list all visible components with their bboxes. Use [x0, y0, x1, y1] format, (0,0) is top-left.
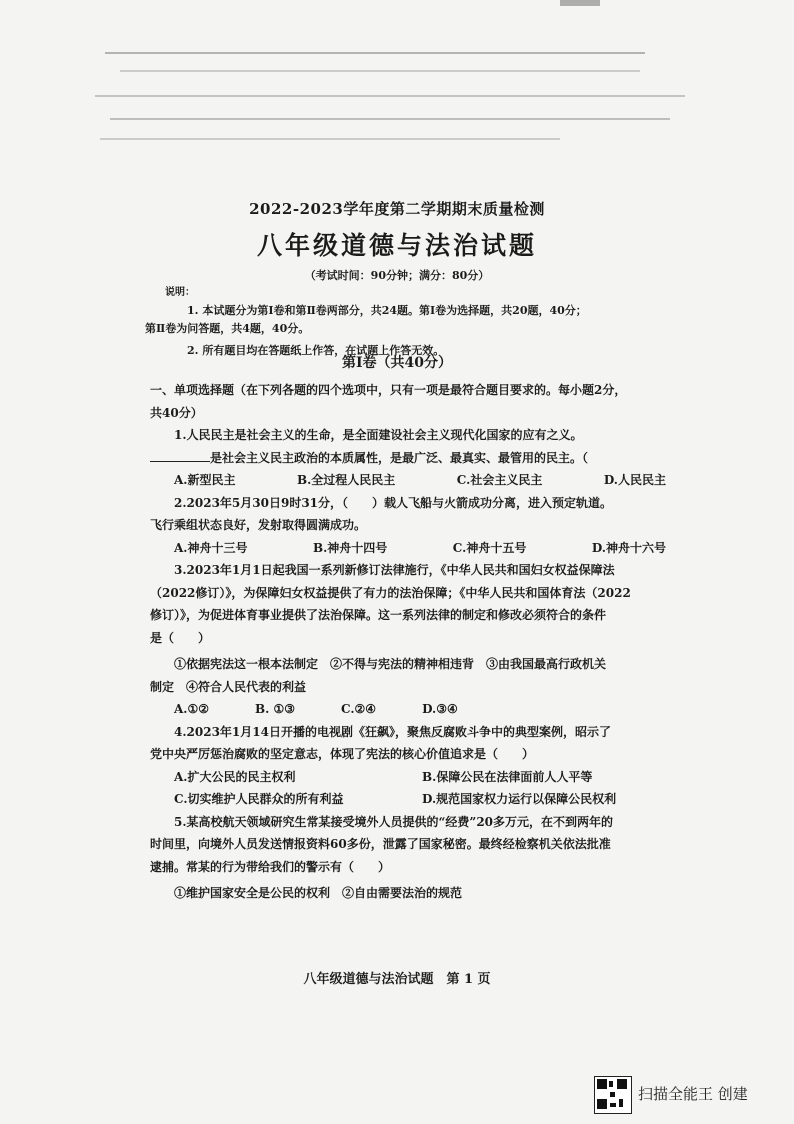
- q1-option-a: A.新型民主: [174, 473, 236, 487]
- q4-stem-a: 4.2023年1月14日开播的电视剧《狂飙》，聚焦反腐败斗争中的典型案例，昭示了: [174, 724, 611, 739]
- exam-header: [0, 198, 794, 283]
- q3-items-a: ①依据宪法这一根本法制定 ②不得与宪法的精神相违背 ③由我国最高行政机关: [174, 657, 607, 671]
- qr-code-icon: [594, 1076, 632, 1114]
- q1-stem-a: 1.人民民主是社会主义的生命，是全面建设社会主义现代化国家的应有之义。: [174, 428, 583, 442]
- q1-options: [150, 469, 670, 492]
- questions-area: [150, 379, 670, 905]
- q5-stem-a: 5.某高校航天领域研究生常某接受境外人员提供的“经费”20多万元，在不到两年的: [174, 814, 614, 829]
- q1-stem-b: [150, 447, 670, 470]
- exam-notes: [145, 282, 645, 362]
- q1-blank: [150, 449, 210, 462]
- q2-option-d: D.神舟十六号: [591, 540, 666, 555]
- q3-stem-b: （2022修订）》，为保障妇女权益提供了有力的法治保障；《中华人民共和国体育法（2022: [150, 585, 631, 600]
- q3-items-b: 制定 ④符合人民代表的利益: [150, 679, 307, 694]
- q4-stem-b: 党中央严厉惩治腐败的坚定意志，体现了宪法的核心价值追求是（ ）: [150, 747, 535, 761]
- q2-option-a: A.神舟十三号: [174, 540, 248, 555]
- q3-option-a: A.①②: [174, 702, 210, 716]
- q5-items-a: ①维护国家安全是公民的权利 ②自由需要法治的规范: [174, 886, 463, 900]
- notes-line-1: 1. 本试题分为第Ⅰ卷和第Ⅱ卷两部分，共24题。第Ⅰ卷为选择题，共20题，40分；: [187, 304, 587, 317]
- q1-option-d: D.人民民主: [603, 473, 666, 487]
- q4-option-c: C.切实维护人民群众的所有利益: [174, 792, 344, 806]
- q5-stem-b: 时间里，向境外人员发送情报资料60多份，泄露了国家秘密。最终经检察机关依法批准: [150, 837, 611, 851]
- q4-option-b: B.保障公民在法律面前人人平等: [422, 769, 593, 784]
- q3-stem-a: 3.2023年1月1日起我国一系列新修订法律施行，《中华人民共和国妇女权益保障法: [174, 563, 615, 577]
- q4-option-d: D.规范国家权力运行以保障公民权利: [422, 792, 617, 806]
- q3-option-c: C.②④: [341, 702, 377, 716]
- q2-option-b: B.神舟十四号: [312, 540, 388, 555]
- q3-options: [150, 698, 670, 721]
- q4-option-a: A.扩大公民的民主权利: [174, 769, 296, 784]
- q5-stem-c: 逮捕。常某的行为带给我们的警示有（ ）: [150, 859, 391, 874]
- q2-option-c: C.神舟十五号: [452, 540, 527, 555]
- q3-option-b: B. ①③: [255, 702, 296, 716]
- q3-stem-d: 是（ ）: [150, 630, 211, 645]
- q1-option-c: C.社会主义民主: [456, 473, 543, 487]
- q2-stem-a: 2.2023年5月30日9时31分，（ ）载人飞船与火箭成功分离，进入预定轨道。: [174, 495, 613, 510]
- q1-option-b: B.全过程人民民主: [296, 473, 396, 487]
- q1-stem-b-text: 是社会主义民主政治的本质属性，是最广泛、最真实、最管用的民主。（: [210, 450, 589, 465]
- q3-stem-c: 修订）》，为促进体育事业提供了法治保障。这一系列法律的制定和修改必须符合的条件: [150, 608, 607, 622]
- exam-meta: （考试时间：90分钟；满分：80分）: [304, 269, 490, 282]
- part-1-title: 第Ⅰ卷（共40分）: [341, 355, 453, 371]
- page-footer: 八年级道德与法治试题 第 1 页: [303, 972, 491, 987]
- q2-stem-b: 飞行乘组状态良好，发射取得圆满成功。: [150, 518, 367, 532]
- scan-smudge: [0, 0, 794, 150]
- scanner-watermark: 扫描全能王 创建: [638, 1085, 748, 1103]
- notes-line-3: 2. 所有题目均在答题纸上作答，在试题上作答无效。: [187, 344, 445, 357]
- notes-line-2: 第Ⅱ卷为问答题，共4题，40分。: [145, 322, 310, 335]
- q4-options: [150, 766, 670, 811]
- section-1-instruction-a: 一、单项选择题（在下列各题的四个选项中，只有一项是最符合题目要求的。每小题2分，: [150, 383, 627, 397]
- notes-heading: 说明：: [165, 287, 195, 298]
- q2-options: [150, 537, 670, 560]
- q3-option-d: D.③④: [422, 702, 458, 716]
- exam-title: 八年级道德与法治试题: [256, 231, 537, 260]
- section-1-instruction-b: 共40分）: [150, 405, 203, 420]
- exam-year-line: 2022-2023学年度第二学期期末质量检测: [249, 200, 545, 218]
